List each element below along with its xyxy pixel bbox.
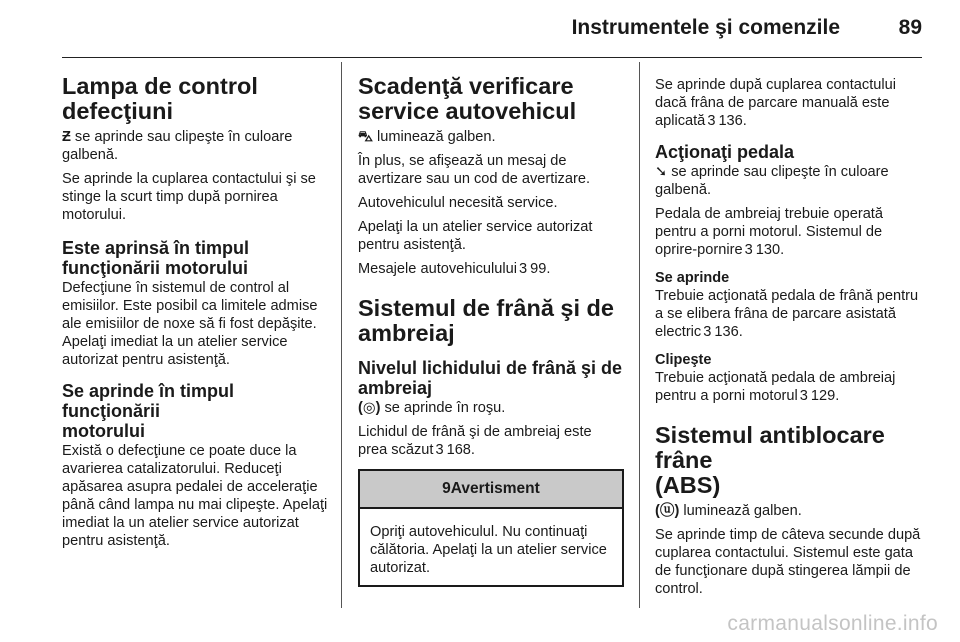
section-heading-brake-clutch: Sistemul de frână şi de ambreiaj bbox=[358, 295, 614, 346]
paragraph: Apelaţi la un atelier service autorizat pentru asistenţă. bbox=[358, 219, 593, 253]
warning-text: Opriţi autovehiculul. Nu continuaţi călătoria. Apelaţi la un atelier service autorizat. bbox=[370, 524, 607, 576]
paragraph: Ƶ se aprinde sau clipeşte în culoare galbenă. bbox=[62, 129, 293, 163]
subheading-press-pedal: Acţionaţi pedala bbox=[655, 142, 795, 162]
subheading-lights-up: Se aprinde bbox=[655, 270, 730, 286]
paragraph: Trebuie acţionată pedala de ambreiaj pentru a porni motorul 3 129. bbox=[655, 370, 896, 404]
paragraph: Se aprinde la cuplarea contactului şi se stinge la scurt timp după pornirea motorului. bbox=[62, 171, 316, 223]
page-ref-icon: 3 bbox=[703, 324, 712, 340]
section-heading-malfunction-lamp: Lampa de control defecţiuni bbox=[62, 73, 258, 124]
column-1 bbox=[62, 74, 330, 556]
page-ref-icon: 3 bbox=[707, 113, 716, 129]
paragraph: Există o defecţiune ce poate duce la avarierea catalizatorului. Reduceţi apăsarea asupra pedalei de acceleraţie până când lampa nu mai clipeşte. Apelaţi imediat la un atelier service autorizat pentru asistenţă. bbox=[62, 443, 328, 549]
column-divider-1 bbox=[341, 62, 342, 608]
column-3 bbox=[655, 76, 928, 604]
header-divider bbox=[62, 57, 922, 58]
section-heading-service-due: Scadenţă verificare service autovehicul bbox=[358, 73, 577, 124]
paragraph: Se aprinde timp de câteva secunde după cuplarea contactului. Sistemul este gata de funcţionare după stingerea lămpii de control. bbox=[655, 527, 921, 597]
subheading-flashes-while-running: Se aprinde în timpul funcţionării motorului bbox=[62, 381, 235, 441]
paragraph: (◎) se aprinde în roşu. bbox=[358, 400, 506, 416]
watermark: carmanualsonline.info bbox=[727, 612, 938, 635]
paragraph: Trebuie acţionată pedala de frână pentru a se elibera frâna de parcare asistată electric 3 136. bbox=[655, 288, 919, 340]
page-ref-icon: 3 bbox=[799, 388, 808, 404]
subheading-fluid-level: Nivelul lichidului de frână şi de ambreiaj bbox=[358, 358, 623, 398]
warning-header: 9 Avertisment bbox=[360, 471, 622, 509]
section-heading-abs: Sistemul antiblocare frâne (ABS) bbox=[655, 422, 885, 498]
paragraph: Se aprinde după cuplarea contactului dacă frâna de parcare manuală este aplicată 3 136. bbox=[655, 77, 896, 129]
column-2 bbox=[358, 74, 624, 587]
page-ref-icon: 3 bbox=[435, 442, 444, 458]
warning-triangle-icon: 9 bbox=[442, 480, 451, 497]
paragraph: Pedala de ambreiaj trebuie operată pentru a porni motorul. Sistemul de oprire-pornire 3 130. bbox=[655, 206, 883, 258]
paragraph: În plus, se afişează un mesaj de avertizare sau un cod de avertizare. bbox=[358, 153, 591, 187]
paragraph: ⛍ luminează galben. bbox=[358, 129, 496, 145]
paragraph: (ⓤ) luminează galben. bbox=[655, 503, 802, 519]
service-vehicle-icon: ⛍ bbox=[358, 129, 374, 145]
paragraph: Defecţiune în sistemul de control al emisiilor. Este posibil ca limitele admise ale emisiilor de noxe să fi fost depăşite. Apelaţi imediat la un atelier service autorizat pentru asistenţă. bbox=[62, 280, 318, 368]
subheading-flashes: Clipeşte bbox=[655, 352, 712, 368]
paragraph: Mesajele autovehiculului 3 99. bbox=[358, 261, 551, 277]
warning-body bbox=[360, 509, 622, 585]
warning-box bbox=[358, 469, 624, 587]
engine-check-icon: Ƶ bbox=[62, 129, 71, 145]
paragraph: Autovehiculul necesită service. bbox=[358, 195, 558, 211]
page-ref-icon: 3 bbox=[519, 261, 528, 277]
subheading-lit-while-running: Este aprinsă în timpul funcţionării motorului bbox=[62, 238, 250, 278]
chapter-title: Instrumentele şi comenzile bbox=[571, 16, 840, 39]
abs-icon: (ⓤ) bbox=[655, 503, 680, 519]
paragraph: ➘ se aprinde sau clipeşte în culoare galbenă. bbox=[655, 164, 889, 198]
brake-warning-icon: (◎) bbox=[358, 400, 381, 416]
paragraph: Lichidul de frână şi de ambreiaj este prea scăzut 3 168. bbox=[358, 424, 592, 458]
column-divider-2 bbox=[639, 62, 640, 608]
page-ref-icon: 3 bbox=[744, 242, 753, 258]
page-number: 89 bbox=[898, 16, 922, 39]
pedal-icon: ➘ bbox=[655, 164, 668, 180]
